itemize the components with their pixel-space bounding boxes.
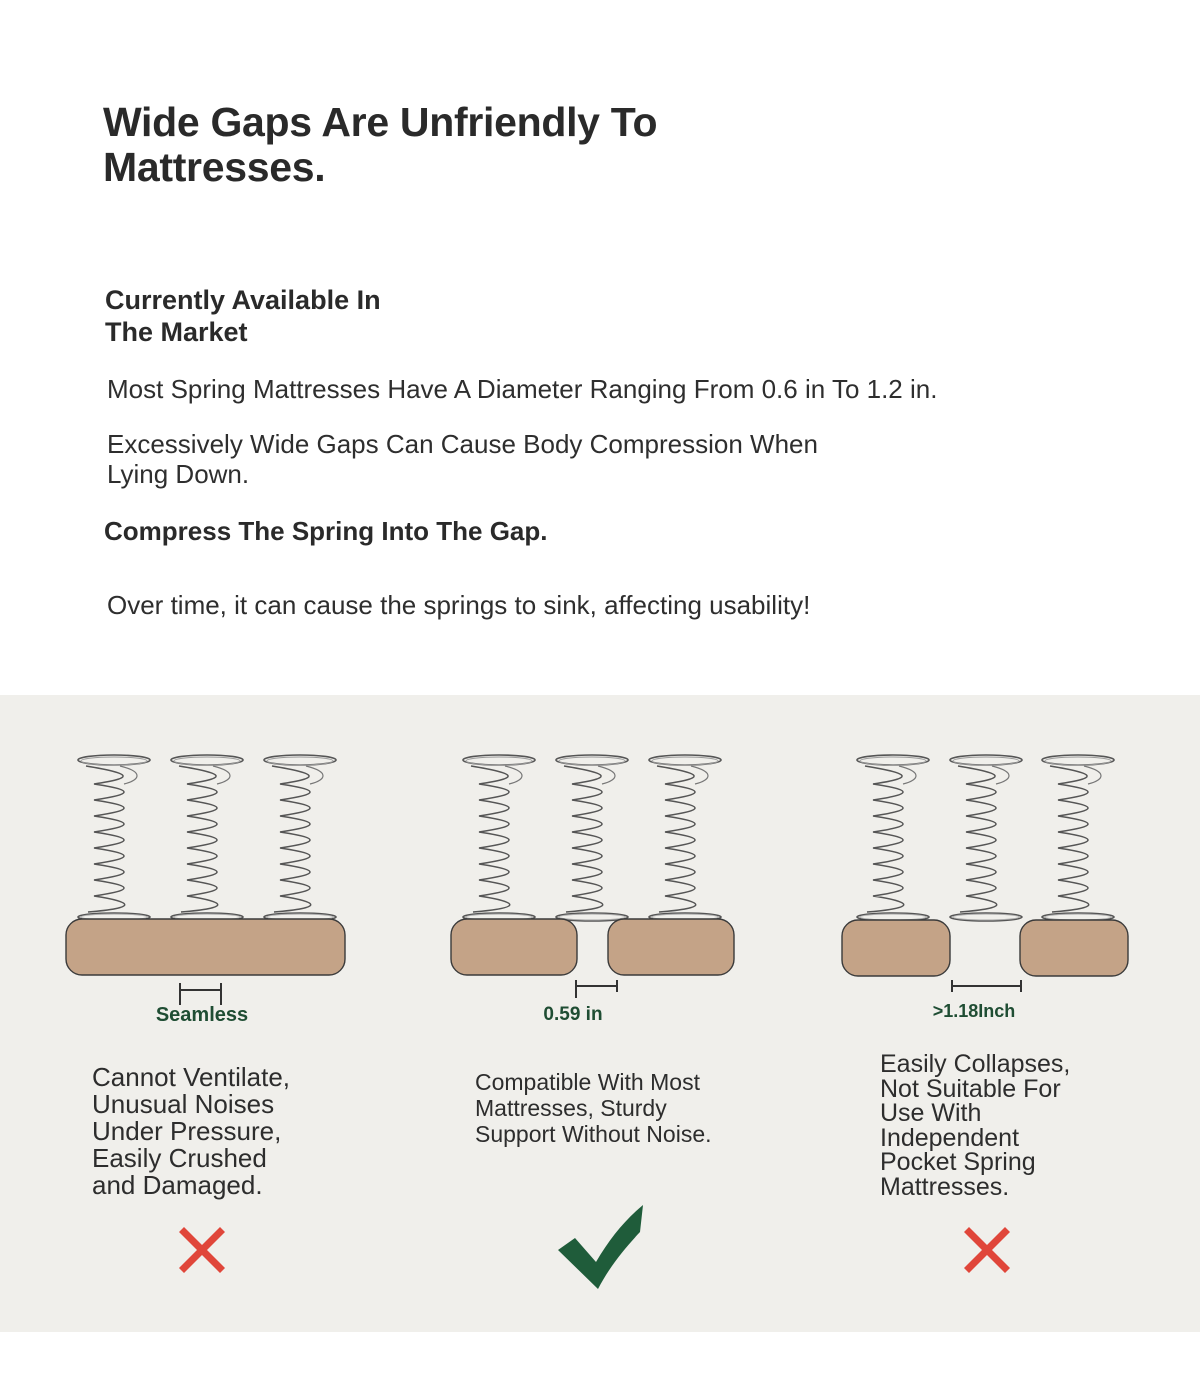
desc-line: Use With [880, 1099, 982, 1128]
desc-line: Easily Collapses, [880, 1050, 1071, 1078]
left-slat [842, 920, 950, 976]
narrow-gap-description [475, 1069, 775, 1147]
desc-line: Compatible With Most [475, 1069, 700, 1095]
desc-line: Unusual Noises [92, 1089, 275, 1119]
title-line-2: Mattresses. [103, 144, 326, 190]
seamless-description [92, 1064, 392, 1199]
right-slat [608, 919, 734, 975]
solid-slat [66, 919, 345, 975]
gap-label-narrow: 0.59 in [543, 1004, 603, 1025]
desc-line: Not Suitable For [880, 1074, 1061, 1103]
compression-line-1: Excessively Wide Gaps Can Cause Body Compression When [107, 429, 818, 459]
spring-icon [78, 755, 150, 921]
desc-line: Independent [880, 1123, 1020, 1152]
title-line-1: Wide Gaps Are Unfriendly To [103, 99, 658, 145]
gap-label-seamless: Seamless [155, 1004, 249, 1026]
desc-line: Pocket Spring [880, 1148, 1036, 1177]
right-slat [1020, 920, 1128, 976]
spring-icon [463, 755, 535, 921]
spring-gap-statement: Compress The Spring Into The Gap. [104, 516, 548, 546]
wide-gap-column [842, 755, 1128, 992]
spring-icon [1042, 755, 1114, 921]
seamless-column [66, 755, 345, 1005]
spring-icon [649, 755, 721, 921]
wide-gap-description [880, 1052, 1160, 1200]
gap-label-wide: >1.18Inch [932, 1001, 1016, 1021]
diameter-statement: Most Spring Mattresses Have A Diameter Ranging From 0.6 in To 1.2 in. [107, 374, 938, 404]
left-slat [451, 919, 577, 975]
spring-icon [950, 755, 1022, 921]
spring-icon [556, 755, 628, 921]
spring-icon [171, 755, 243, 921]
desc-line: Cannot Ventilate, [92, 1062, 291, 1092]
spring-icon [264, 755, 336, 921]
gap-marker [576, 980, 617, 998]
subtitle-line-2: The Market [105, 317, 248, 347]
desc-line: and Damaged. [92, 1170, 263, 1200]
compression-line-2: Lying Down. [107, 459, 250, 489]
sinking-warning: Over time, it can cause the springs to sink, affecting usability! [107, 590, 811, 620]
desc-line: Mattresses. [880, 1172, 1010, 1201]
gap-marker [952, 980, 1021, 992]
narrow-gap-column [451, 755, 734, 998]
cross-icon [179, 1227, 225, 1273]
gap-marker [180, 983, 221, 1005]
spring-icon [857, 755, 929, 921]
cross-icon [964, 1227, 1010, 1273]
check-icon [558, 1205, 643, 1289]
subtitle-line-1: Currently Available In [105, 285, 381, 315]
desc-line: Mattresses, Sturdy [475, 1095, 667, 1121]
desc-line: Easily Crushed [92, 1143, 267, 1173]
desc-line: Under Pressure, [92, 1116, 282, 1146]
desc-line: Support Without Noise. [475, 1121, 712, 1147]
